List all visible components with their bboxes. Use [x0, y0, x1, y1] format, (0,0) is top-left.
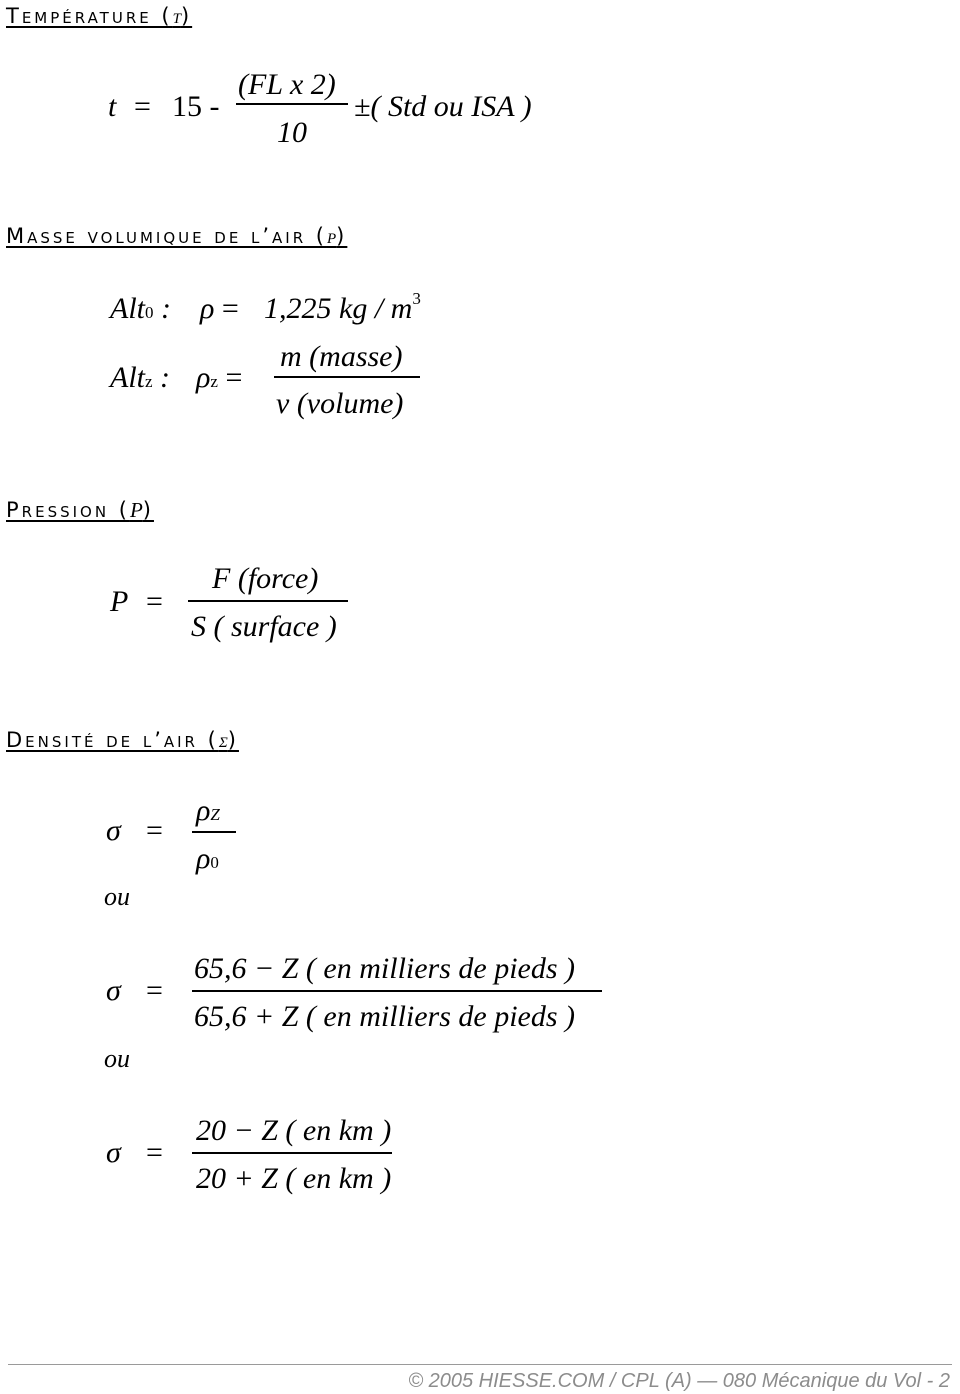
sigma-1-equals: = [146, 814, 163, 847]
altz-fraction-bar [274, 376, 420, 378]
sigma-2-equals: = [146, 974, 163, 1007]
pressure-denominator: S ( surface ) [191, 610, 337, 643]
temperature-lhs: t [108, 90, 117, 123]
sigma-2: σ [106, 974, 121, 1007]
pressure-numerator: F (force) [212, 562, 319, 595]
altz-numerator: m (masse) [280, 340, 403, 373]
footer-divider [8, 1364, 952, 1365]
sigma-1: σ [106, 814, 121, 847]
sigma-1-fraction-bar [192, 831, 236, 833]
temperature-equals: = [134, 90, 151, 123]
footer-text: © 2005 HIESSE.COM / CPL (A) — 080 Mécanique du Vol - 2 [408, 1370, 950, 1392]
temperature-constant: 15 - [172, 90, 220, 123]
sigma-3-fraction-bar [192, 1152, 392, 1154]
sigma-1-denominator: ρ0 [196, 842, 219, 875]
sigma-3: σ [106, 1136, 121, 1169]
sigma-3-numerator: 20 − Z ( en km ) [196, 1114, 392, 1147]
pressure-lhs: P [110, 585, 129, 618]
sigma-3-equals: = [146, 1136, 163, 1169]
sigma-2-numerator: 65,6 − Z ( en milliers de pieds ) [194, 952, 576, 985]
or-1: ou [104, 882, 130, 911]
temperature-denominator: 10 [277, 116, 307, 149]
alt0-line: Alt0 : [110, 292, 171, 325]
or-2: ou [104, 1044, 130, 1073]
alt0-rho: ρ = [200, 292, 239, 325]
altz-rho: ρz = [196, 361, 243, 394]
heading-pression: Pression (P) [6, 498, 154, 522]
temperature-fraction-bar [236, 103, 348, 105]
sigma-2-denominator: 65,6 + Z ( en milliers de pieds ) [194, 1000, 576, 1033]
heading-temperature: Température (t) [6, 4, 193, 28]
temperature-suffix: ±( Std ou ISA ) [354, 90, 532, 123]
altz-line: Altz : [110, 361, 171, 394]
temperature-numerator: (FL x 2) [238, 68, 336, 101]
altz-denominator: v (volume) [276, 387, 404, 420]
heading-masse-volumique: Masse volumique de l’air (ρ) [6, 224, 348, 248]
sigma-1-numerator: ρZ [196, 794, 220, 827]
alt0-value: 1,225 kg / $m^3$ [264, 289, 421, 325]
pressure-fraction-bar [188, 600, 348, 602]
sigma-3-denominator: 20 + Z ( en km ) [196, 1162, 392, 1195]
pressure-equals: = [146, 585, 163, 618]
heading-densite: Densité de l’air (σ) [6, 728, 239, 752]
sigma-2-fraction-bar [192, 990, 602, 992]
